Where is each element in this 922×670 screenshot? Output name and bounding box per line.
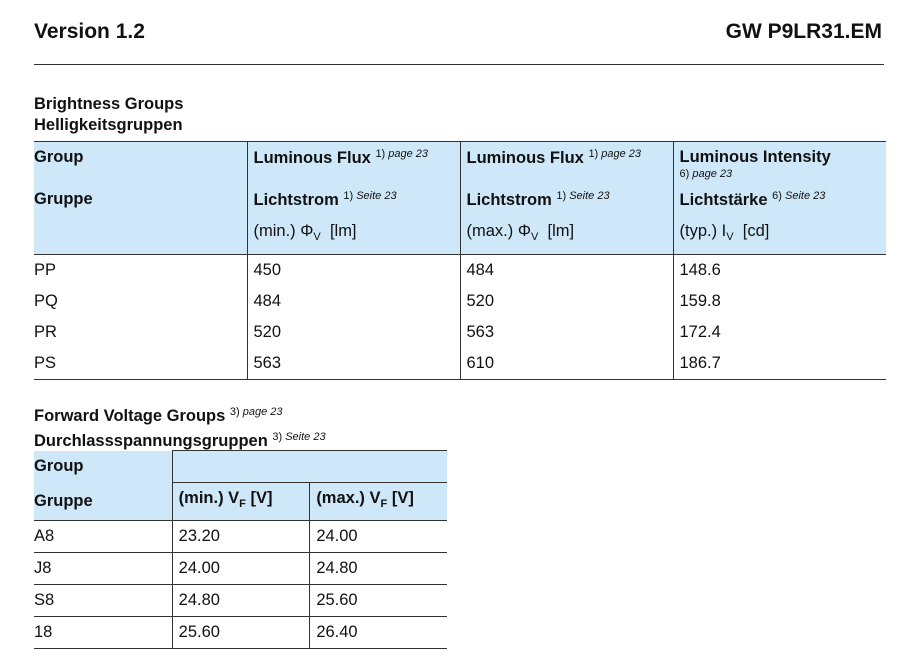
flux-max-label-de: Lichtstrom — [466, 191, 552, 209]
table-row — [34, 255, 886, 287]
col-flux-max-unit: (max.) $\Phi_V$ [lm] — [460, 222, 673, 255]
cell-vf-max: 24.00 — [310, 521, 447, 553]
intensity-label-de: Lichtstärke — [679, 191, 768, 209]
cell-group: PQ — [34, 292, 58, 310]
brightness-table — [34, 141, 886, 380]
col-voltage-header-blank — [172, 451, 447, 483]
cell-flux-min: 520 — [247, 317, 460, 348]
cell-vf-max: 24.80 — [310, 553, 447, 585]
cell-vf-min: 25.60 — [172, 617, 310, 649]
cell-group: 18 — [34, 617, 172, 649]
cell-group: PP — [34, 261, 57, 279]
flux-min-label-de: Lichtstrom — [253, 191, 339, 209]
cell-vf-min: 24.80 — [172, 585, 310, 617]
col-flux-min-unit: (min.) $\Phi_V$ [lm] — [247, 222, 460, 255]
cell-vf-min: 24.00 — [172, 553, 310, 585]
col-group-en: Group — [34, 142, 247, 191]
cell-intensity: 186.7 — [673, 348, 886, 380]
col-flux-min-en — [247, 142, 460, 191]
cell-flux-max: 484 — [460, 255, 673, 287]
cell-group: J8 — [34, 553, 172, 585]
flux-max-label-en: Luminous Flux — [466, 149, 584, 167]
cell-vf-max: 25.60 — [310, 585, 447, 617]
brightness-title-de: Helligkeitsgruppen — [34, 116, 183, 134]
cell-group: PR — [34, 323, 57, 341]
voltage-title-en: Forward Voltage Groups $^{3) page 23}$ — [34, 406, 283, 425]
cell-vf-max: 26.40 — [310, 617, 447, 649]
flux-min-footnote-de: 1) Seite 23 — [343, 190, 397, 202]
table-row — [34, 521, 447, 553]
flux-max-footnote-de: 1) Seite 23 — [556, 190, 610, 202]
col-group-en: Group — [34, 451, 172, 483]
cell-intensity: 148.6 — [673, 255, 886, 287]
col-vf-min: (min.) $V_F$ [V] — [172, 483, 310, 521]
table-row — [34, 286, 886, 317]
col-flux-max-de — [460, 190, 673, 222]
brightness-title-en: Brightness Groups — [34, 95, 184, 113]
cell-flux-max: 520 — [460, 286, 673, 317]
cell-group: A8 — [34, 521, 172, 553]
col-intensity-unit: (typ.) $I_V$ [cd] — [673, 222, 886, 255]
table-row — [34, 553, 447, 585]
intensity-footnote-de: 6) Seite 23 — [772, 190, 826, 202]
voltage-section-title — [34, 402, 326, 452]
flux-min-footnote-en: 1) page 23 — [375, 148, 429, 160]
flux-max-footnote-en: 1) page 23 — [588, 148, 642, 160]
col-intensity-de — [673, 190, 886, 222]
cell-intensity: 172.4 — [673, 317, 886, 348]
cell-flux-min: 450 — [247, 255, 460, 287]
voltage-title-de: Durchlassspannungsgruppen $^{3) Seite 23}$ — [34, 431, 326, 450]
header-divider — [34, 64, 884, 65]
table-row — [34, 585, 447, 617]
col-group-unit — [34, 222, 247, 255]
cell-flux-max: 610 — [460, 348, 673, 380]
voltage-table — [34, 450, 447, 649]
table-row — [34, 317, 886, 348]
col-flux-max-en — [460, 142, 673, 191]
cell-flux-min: 484 — [247, 286, 460, 317]
brightness-section-title — [34, 94, 183, 136]
col-flux-min-de — [247, 190, 460, 222]
col-group-de: Gruppe — [34, 190, 247, 222]
table-row — [34, 348, 886, 380]
cell-group: PS — [34, 348, 247, 380]
col-vf-max: (max.) $V_F$ [V] — [310, 483, 447, 521]
product-code: GW P9LR31.EM — [725, 20, 882, 43]
intensity-label-en: Luminous Intensity — [679, 148, 831, 166]
cell-flux-min: 563 — [247, 348, 460, 380]
col-intensity-en — [673, 142, 886, 191]
document-version: Version 1.2 — [34, 20, 145, 43]
table-row — [34, 617, 447, 649]
cell-group: S8 — [34, 585, 172, 617]
cell-flux-max: 563 — [460, 317, 673, 348]
cell-intensity: 159.8 — [673, 286, 886, 317]
cell-vf-min: 23.20 — [172, 521, 310, 553]
flux-min-label-en: Luminous Flux — [253, 149, 371, 167]
col-group-de: Gruppe — [34, 483, 172, 521]
intensity-footnote-en: 6) page 23 — [679, 168, 733, 180]
